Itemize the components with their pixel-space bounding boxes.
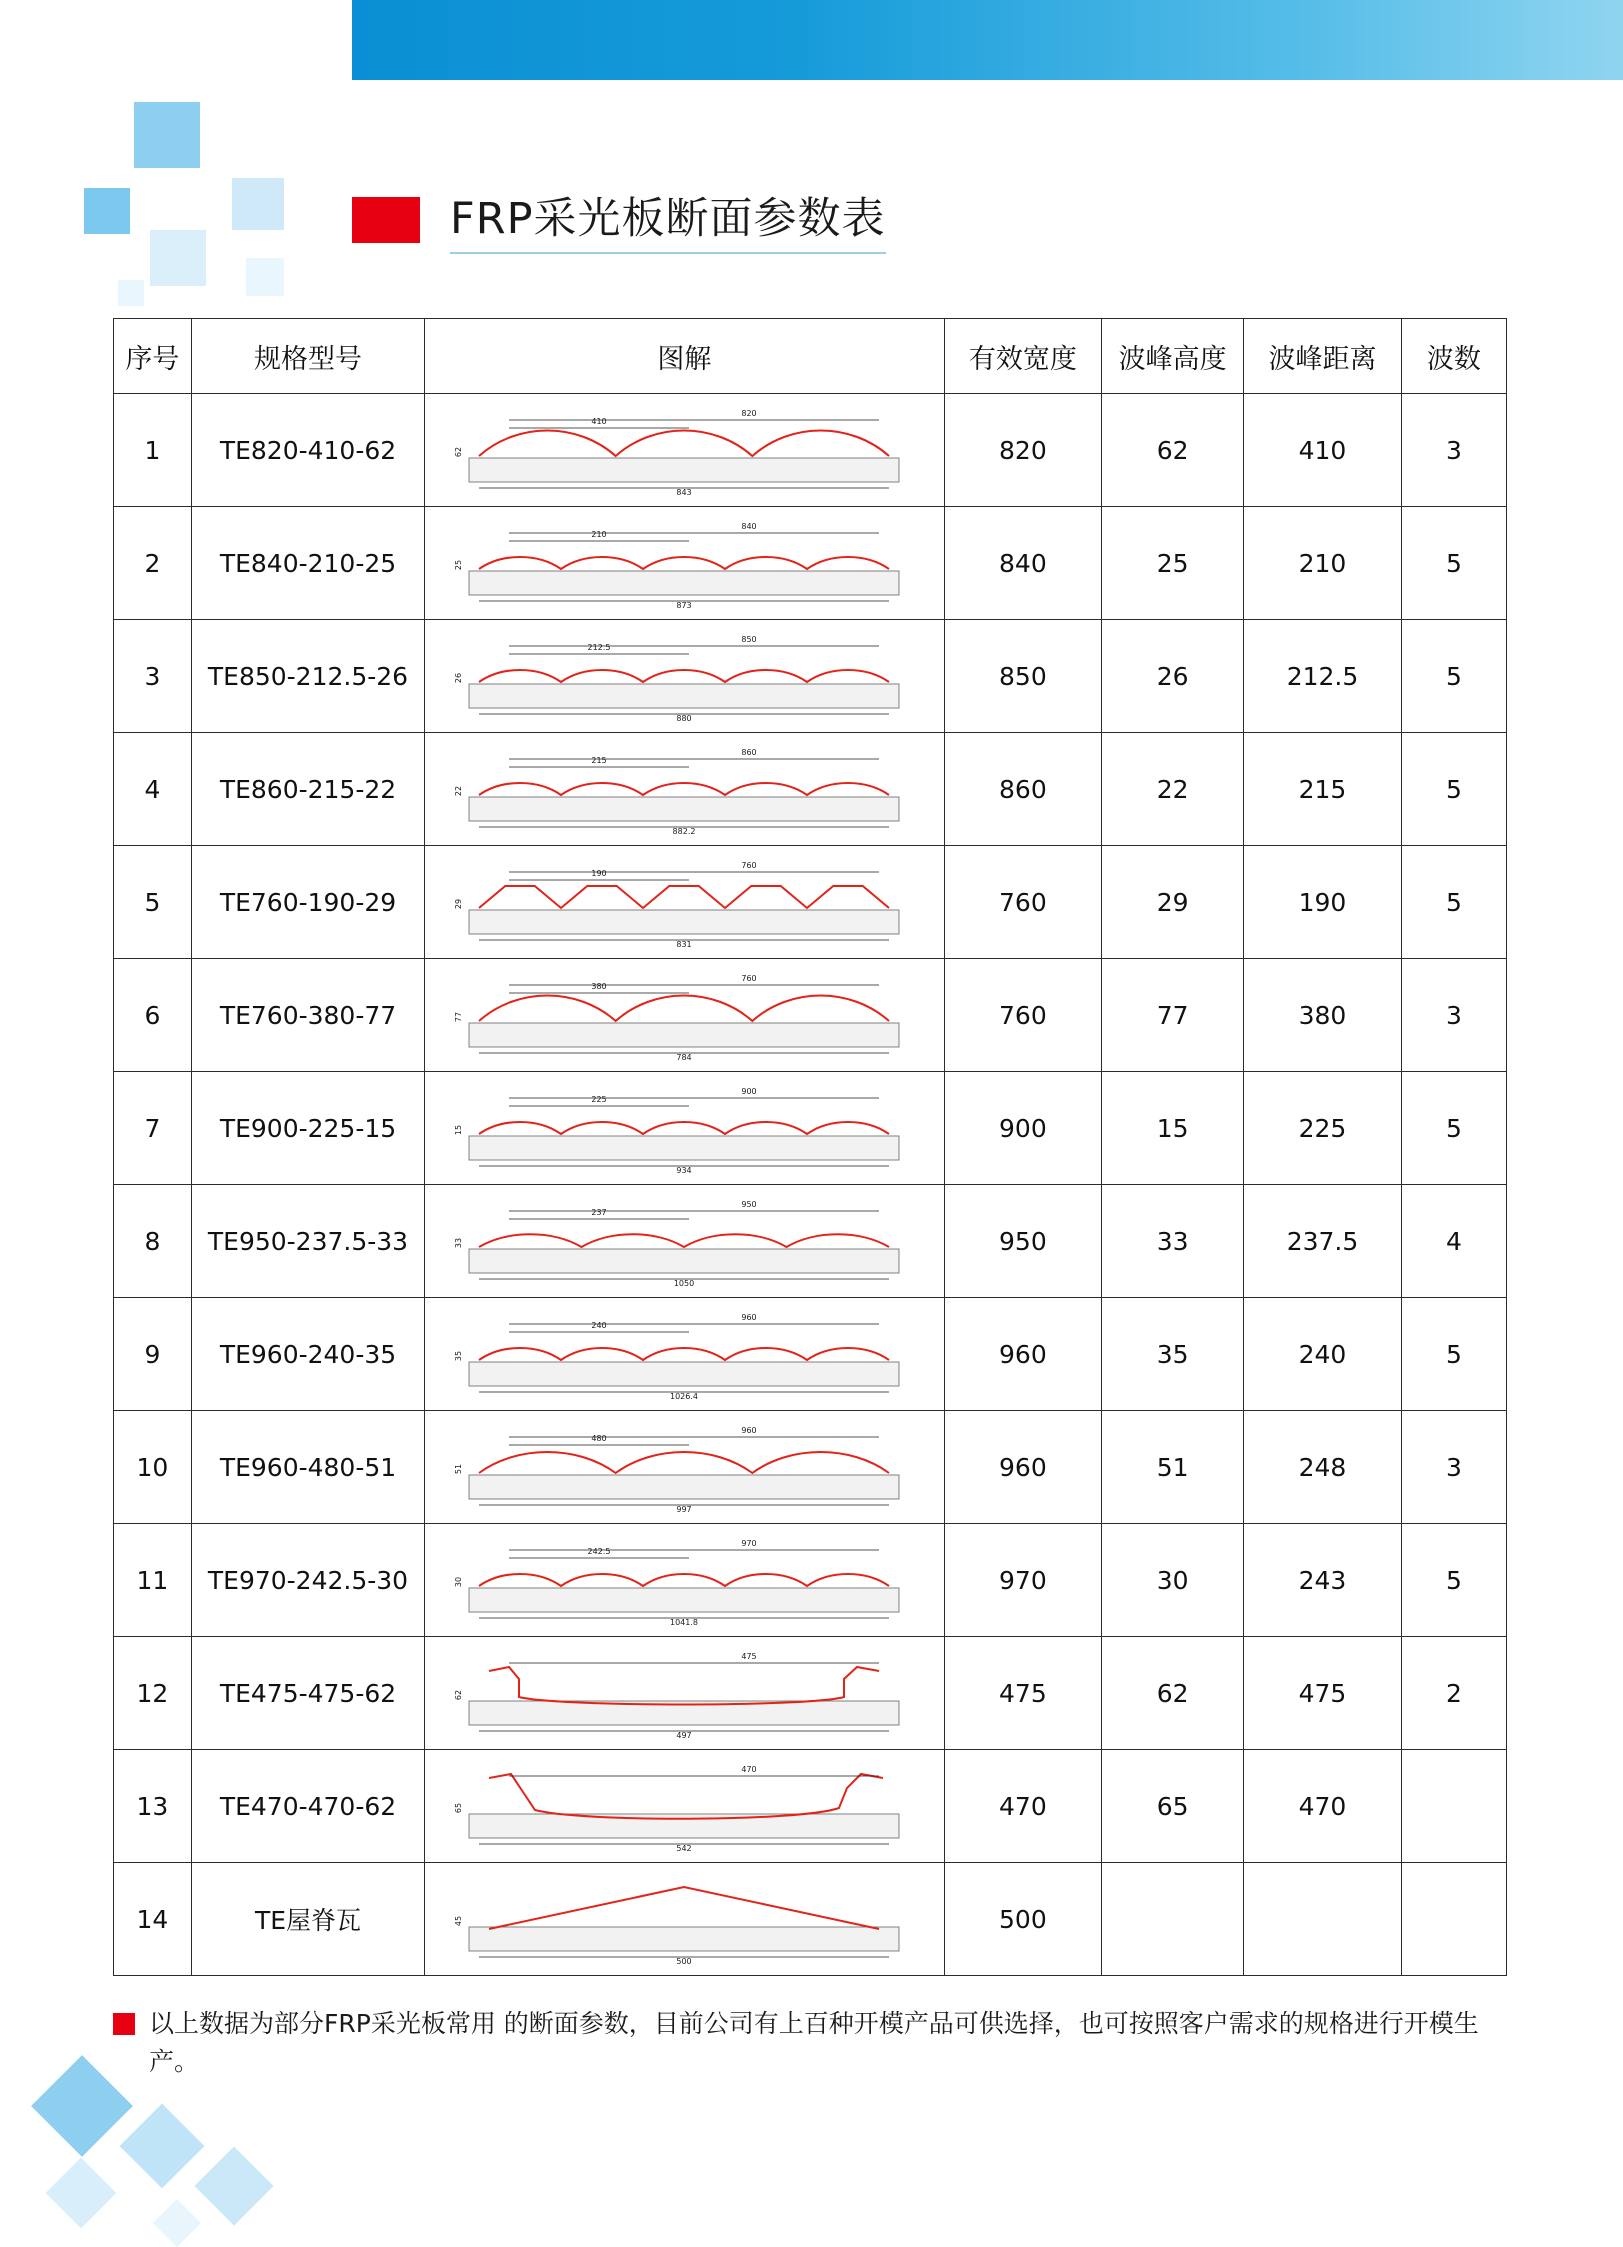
svg-text:860: 860 bbox=[741, 748, 757, 757]
svg-text:62: 62 bbox=[454, 446, 464, 458]
row-crest-count: 2 bbox=[1401, 1637, 1506, 1750]
row-index: 14 bbox=[114, 1863, 192, 1976]
row-model: TE屋脊瓦 bbox=[191, 1863, 424, 1976]
row-crest-pitch: 380 bbox=[1244, 959, 1402, 1072]
deco-square-6 bbox=[118, 280, 144, 306]
row-model: TE850-212.5-26 bbox=[191, 620, 424, 733]
svg-text:997: 997 bbox=[676, 1505, 692, 1514]
table-row bbox=[114, 507, 1507, 620]
header-no: 序号 bbox=[114, 319, 192, 394]
row-crest-count bbox=[1401, 1863, 1506, 1976]
deco-square-4 bbox=[232, 178, 284, 230]
svg-text:62: 62 bbox=[454, 1689, 464, 1701]
row-model: TE475-475-62 bbox=[191, 1637, 424, 1750]
row-model: TE960-480-51 bbox=[191, 1411, 424, 1524]
row-effective-width: 470 bbox=[944, 1750, 1102, 1863]
row-index: 4 bbox=[114, 733, 192, 846]
row-crest-height: 65 bbox=[1102, 1750, 1244, 1863]
svg-text:77: 77 bbox=[454, 1011, 464, 1023]
row-crest-count: 5 bbox=[1401, 1072, 1506, 1185]
row-model: TE860-215-22 bbox=[191, 733, 424, 846]
row-crest-pitch: 225 bbox=[1244, 1072, 1402, 1185]
row-effective-width: 970 bbox=[944, 1524, 1102, 1637]
svg-text:850: 850 bbox=[741, 635, 757, 644]
svg-text:760: 760 bbox=[741, 974, 757, 983]
row-index: 8 bbox=[114, 1185, 192, 1298]
svg-text:51: 51 bbox=[454, 1463, 464, 1475]
row-crest-count: 5 bbox=[1401, 846, 1506, 959]
deco-square-3 bbox=[150, 230, 206, 286]
deco-diamond-3 bbox=[46, 2158, 117, 2229]
row-effective-width: 500 bbox=[944, 1863, 1102, 1976]
row-crest-pitch: 240 bbox=[1244, 1298, 1402, 1411]
row-crest-height: 33 bbox=[1102, 1185, 1244, 1298]
row-profile-diagram bbox=[425, 1524, 944, 1637]
table-row bbox=[114, 1298, 1507, 1411]
svg-text:831: 831 bbox=[676, 940, 692, 949]
table-row bbox=[114, 733, 1507, 846]
row-effective-width: 840 bbox=[944, 507, 1102, 620]
row-model: TE900-225-15 bbox=[191, 1072, 424, 1185]
row-index: 10 bbox=[114, 1411, 192, 1524]
row-profile-diagram bbox=[425, 1750, 944, 1863]
row-profile-diagram bbox=[425, 1863, 944, 1976]
deco-diamond-4 bbox=[194, 2146, 273, 2225]
table-row bbox=[114, 1185, 1507, 1298]
row-model: TE970-242.5-30 bbox=[191, 1524, 424, 1637]
row-profile-diagram bbox=[425, 1637, 944, 1750]
table-row bbox=[114, 1524, 1507, 1637]
row-crest-pitch: 470 bbox=[1244, 1750, 1402, 1863]
deco-square-1 bbox=[134, 102, 200, 168]
svg-text:35: 35 bbox=[454, 1350, 464, 1362]
row-effective-width: 950 bbox=[944, 1185, 1102, 1298]
row-profile-diagram bbox=[425, 620, 944, 733]
row-profile-diagram bbox=[425, 1185, 944, 1298]
header-model: 规格型号 bbox=[191, 319, 424, 394]
header-height: 波峰高度 bbox=[1102, 319, 1244, 394]
svg-text:497: 497 bbox=[676, 1731, 692, 1740]
svg-text:215: 215 bbox=[591, 756, 607, 765]
row-effective-width: 900 bbox=[944, 1072, 1102, 1185]
row-index: 11 bbox=[114, 1524, 192, 1637]
row-crest-count: 5 bbox=[1401, 1298, 1506, 1411]
svg-text:190: 190 bbox=[591, 869, 607, 878]
row-model: TE820-410-62 bbox=[191, 394, 424, 507]
header-count: 波数 bbox=[1401, 319, 1506, 394]
svg-text:242.5: 242.5 bbox=[587, 1547, 611, 1556]
row-index: 2 bbox=[114, 507, 192, 620]
row-crest-count: 3 bbox=[1401, 1411, 1506, 1524]
deco-diamond-2 bbox=[120, 2104, 205, 2189]
svg-text:240: 240 bbox=[591, 1321, 607, 1330]
svg-text:500: 500 bbox=[676, 1957, 692, 1966]
header-diagram: 图解 bbox=[425, 319, 944, 394]
svg-text:29: 29 bbox=[454, 898, 464, 910]
svg-text:840: 840 bbox=[741, 522, 757, 531]
svg-text:934: 934 bbox=[676, 1166, 692, 1175]
row-index: 5 bbox=[114, 846, 192, 959]
title-accent-mark bbox=[352, 197, 420, 243]
row-crest-pitch: 237.5 bbox=[1244, 1185, 1402, 1298]
row-crest-count: 3 bbox=[1401, 394, 1506, 507]
table-row bbox=[114, 1863, 1507, 1976]
row-crest-height: 62 bbox=[1102, 394, 1244, 507]
row-index: 9 bbox=[114, 1298, 192, 1411]
row-effective-width: 860 bbox=[944, 733, 1102, 846]
row-effective-width: 760 bbox=[944, 846, 1102, 959]
row-model: TE470-470-62 bbox=[191, 1750, 424, 1863]
svg-text:542: 542 bbox=[676, 1844, 692, 1853]
row-index: 7 bbox=[114, 1072, 192, 1185]
footer-note bbox=[113, 2005, 1513, 2080]
row-crest-pitch bbox=[1244, 1863, 1402, 1976]
row-model: TE960-240-35 bbox=[191, 1298, 424, 1411]
row-crest-pitch: 190 bbox=[1244, 846, 1402, 959]
row-crest-pitch: 210 bbox=[1244, 507, 1402, 620]
row-crest-pitch: 475 bbox=[1244, 1637, 1402, 1750]
svg-text:475: 475 bbox=[741, 1652, 757, 1661]
row-profile-diagram bbox=[425, 1298, 944, 1411]
row-effective-width: 760 bbox=[944, 959, 1102, 1072]
deco-square-5 bbox=[246, 258, 284, 296]
svg-text:880: 880 bbox=[676, 714, 692, 723]
row-model: TE950-237.5-33 bbox=[191, 1185, 424, 1298]
row-crest-pitch: 243 bbox=[1244, 1524, 1402, 1637]
row-crest-height: 29 bbox=[1102, 846, 1244, 959]
table-row bbox=[114, 394, 1507, 507]
table-body bbox=[114, 394, 1507, 1976]
row-crest-height: 25 bbox=[1102, 507, 1244, 620]
header-width: 有效宽度 bbox=[944, 319, 1102, 394]
svg-text:380: 380 bbox=[591, 982, 607, 991]
row-crest-pitch: 410 bbox=[1244, 394, 1402, 507]
row-crest-height: 15 bbox=[1102, 1072, 1244, 1185]
row-model: TE840-210-25 bbox=[191, 507, 424, 620]
row-index: 13 bbox=[114, 1750, 192, 1863]
row-crest-height: 26 bbox=[1102, 620, 1244, 733]
page-title bbox=[352, 185, 886, 254]
page-title-text: FRP采光板断面参数表 bbox=[450, 185, 886, 254]
svg-text:1026.4: 1026.4 bbox=[670, 1392, 699, 1401]
svg-text:33: 33 bbox=[454, 1237, 464, 1249]
svg-text:760: 760 bbox=[741, 861, 757, 870]
row-model: TE760-190-29 bbox=[191, 846, 424, 959]
table-header-row bbox=[114, 319, 1507, 394]
svg-text:480: 480 bbox=[591, 1434, 607, 1443]
row-crest-height bbox=[1102, 1863, 1244, 1976]
svg-text:820: 820 bbox=[741, 409, 757, 418]
row-index: 12 bbox=[114, 1637, 192, 1750]
row-profile-diagram bbox=[425, 394, 944, 507]
row-crest-pitch: 212.5 bbox=[1244, 620, 1402, 733]
parameter-table bbox=[113, 318, 1507, 1976]
deco-square-2 bbox=[84, 188, 130, 234]
svg-text:225: 225 bbox=[591, 1095, 607, 1104]
svg-text:960: 960 bbox=[741, 1313, 757, 1322]
row-crest-height: 22 bbox=[1102, 733, 1244, 846]
row-effective-width: 850 bbox=[944, 620, 1102, 733]
header-pitch: 波峰距离 bbox=[1244, 319, 1402, 394]
svg-text:882.2: 882.2 bbox=[672, 827, 696, 836]
row-crest-height: 62 bbox=[1102, 1637, 1244, 1750]
row-crest-pitch: 248 bbox=[1244, 1411, 1402, 1524]
row-effective-width: 960 bbox=[944, 1411, 1102, 1524]
svg-text:960: 960 bbox=[741, 1426, 757, 1435]
row-crest-count: 3 bbox=[1401, 959, 1506, 1072]
row-crest-count: 5 bbox=[1401, 620, 1506, 733]
row-crest-height: 77 bbox=[1102, 959, 1244, 1072]
row-effective-width: 960 bbox=[944, 1298, 1102, 1411]
table-row bbox=[114, 1750, 1507, 1863]
row-crest-count: 5 bbox=[1401, 733, 1506, 846]
table-row bbox=[114, 846, 1507, 959]
svg-text:970: 970 bbox=[741, 1539, 757, 1548]
row-profile-diagram bbox=[425, 846, 944, 959]
svg-text:1050: 1050 bbox=[674, 1279, 695, 1288]
svg-text:1041.8: 1041.8 bbox=[670, 1618, 699, 1627]
row-profile-diagram bbox=[425, 1072, 944, 1185]
svg-text:237: 237 bbox=[591, 1208, 607, 1217]
svg-text:30: 30 bbox=[454, 1576, 464, 1588]
table-row bbox=[114, 1411, 1507, 1524]
note-accent-mark bbox=[113, 2013, 135, 2035]
row-index: 1 bbox=[114, 394, 192, 507]
row-index: 3 bbox=[114, 620, 192, 733]
svg-text:210: 210 bbox=[591, 530, 607, 539]
svg-text:26: 26 bbox=[454, 672, 464, 684]
header-band bbox=[352, 0, 1623, 80]
svg-text:25: 25 bbox=[454, 559, 464, 571]
svg-text:15: 15 bbox=[454, 1124, 464, 1136]
row-model: TE760-380-77 bbox=[191, 959, 424, 1072]
svg-text:843: 843 bbox=[676, 488, 692, 497]
svg-text:784: 784 bbox=[676, 1053, 692, 1062]
row-crest-height: 35 bbox=[1102, 1298, 1244, 1411]
svg-text:950: 950 bbox=[741, 1200, 757, 1209]
row-profile-diagram bbox=[425, 1411, 944, 1524]
table-row bbox=[114, 1637, 1507, 1750]
row-profile-diagram bbox=[425, 733, 944, 846]
row-crest-pitch: 215 bbox=[1244, 733, 1402, 846]
table-row bbox=[114, 620, 1507, 733]
row-crest-count bbox=[1401, 1750, 1506, 1863]
row-profile-diagram bbox=[425, 959, 944, 1072]
note-text: 以上数据为部分FRP采光板常用 的断面参数，目前公司有上百种开模产品可供选择，也可按照客户需求的规格进行开模生产。 bbox=[149, 2009, 1479, 2076]
svg-text:65: 65 bbox=[454, 1802, 464, 1814]
row-crest-count: 5 bbox=[1401, 1524, 1506, 1637]
row-index: 6 bbox=[114, 959, 192, 1072]
row-crest-height: 51 bbox=[1102, 1411, 1244, 1524]
svg-text:470: 470 bbox=[741, 1765, 757, 1774]
svg-text:45: 45 bbox=[454, 1915, 464, 1927]
row-effective-width: 820 bbox=[944, 394, 1102, 507]
table-row bbox=[114, 1072, 1507, 1185]
row-crest-count: 5 bbox=[1401, 507, 1506, 620]
row-profile-diagram bbox=[425, 507, 944, 620]
svg-text:212.5: 212.5 bbox=[587, 643, 611, 652]
svg-text:410: 410 bbox=[591, 417, 607, 426]
row-crest-height: 30 bbox=[1102, 1524, 1244, 1637]
row-effective-width: 475 bbox=[944, 1637, 1102, 1750]
svg-text:22: 22 bbox=[454, 785, 464, 797]
deco-diamond-5 bbox=[153, 2199, 201, 2247]
svg-text:873: 873 bbox=[676, 601, 692, 610]
row-crest-count: 4 bbox=[1401, 1185, 1506, 1298]
svg-text:900: 900 bbox=[741, 1087, 757, 1096]
table-row bbox=[114, 959, 1507, 1072]
